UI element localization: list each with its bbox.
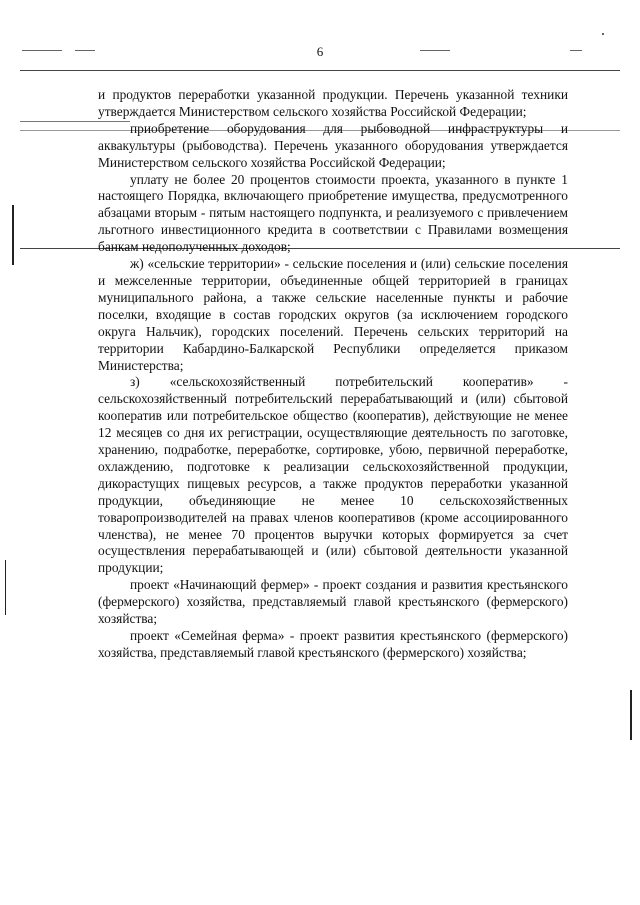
margin-mark-left — [12, 205, 14, 265]
margin-mark-left-2 — [5, 560, 6, 615]
margin-mark-right — [630, 690, 632, 740]
paragraph-family-farm: проект «Семейная ферма» - проект развития крестьянского (фермерского) хозяйства, представляемый главой крестьянского (фермерского) хозяйства; — [98, 628, 568, 660]
paragraph-payment-20-percent: уплату не более 20 процентов стоимости проекта, указанного в пункте 1 настоящего Порядка, включающего приобретение имущества, предусмотренного абзацами вторым - пятым настоящего подпункта, и реализуемого с привлечением льготного инвестиционного кредита в соответствии с Правилами возмещения банкам недополученных доходов; — [98, 171, 568, 255]
page-number: 6 — [316, 44, 324, 59]
scan-line-top — [20, 70, 620, 71]
document-body — [98, 87, 568, 662]
paragraph-cooperative: з) «сельскохозяйственный потребительский кооператив» - сельскохозяйственный потребительский перерабатывающий и (или) сбытовой кооператив или потребительское общество (кооператив), действующие не менее 12 месяцев со дня их регистрации, осуществляющие деятельность по заготовке, хранению, подработке, переработке, сортировке, убою, первичной переработке, охлаждению, подготовке к реализации сельскохозяйственной продукции, дикорастущих пищевых ресурсов, а также продуктов переработки указанной продукции, объединяющие не менее 10 сельскохозяйственных товаропроизводителей на правах членов кооперативов (кроме ассоциированного членства), не менее 70 процентов выручки которых формируется за счет осуществления перерабатывающей и (или) сбытовой деятельности указанной продукции; — [98, 374, 568, 576]
paragraph-beginning-farmer: проект «Начинающий фермер» - проект создания и развития крестьянского (фермерского) хозяйства, представляемый главой крестьянского (фермерского) хозяйства; — [98, 577, 568, 627]
paragraph-rural-territories: ж) «сельские территории» - сельские поселения и (или) сельские поселения и межселенные территории, объединенные общей территорией в границах муниципального района, а также сельские населенные пункты и рабочие поселки, входящие в состав городских округов (за исключением городского округа Нальчик), городских поселений. Перечень сельских территорий на территории Кабардино-Балкарской Республики определяется приказом Министерства; — [98, 256, 568, 373]
scan-dot — [602, 33, 604, 35]
paragraph-equipment-fish: приобретение оборудования для рыбоводной инфраструктуры и аквакультуры (рыбоводства). Перечень указанного оборудования утверждается Министерством сельского хозяйства Российской Федерации; — [98, 120, 568, 170]
paragraph-continuation: и продуктов переработки указанной продукции. Перечень указанной техники утверждается Министерством сельского хозяйства Российской Федерации; — [98, 87, 568, 119]
